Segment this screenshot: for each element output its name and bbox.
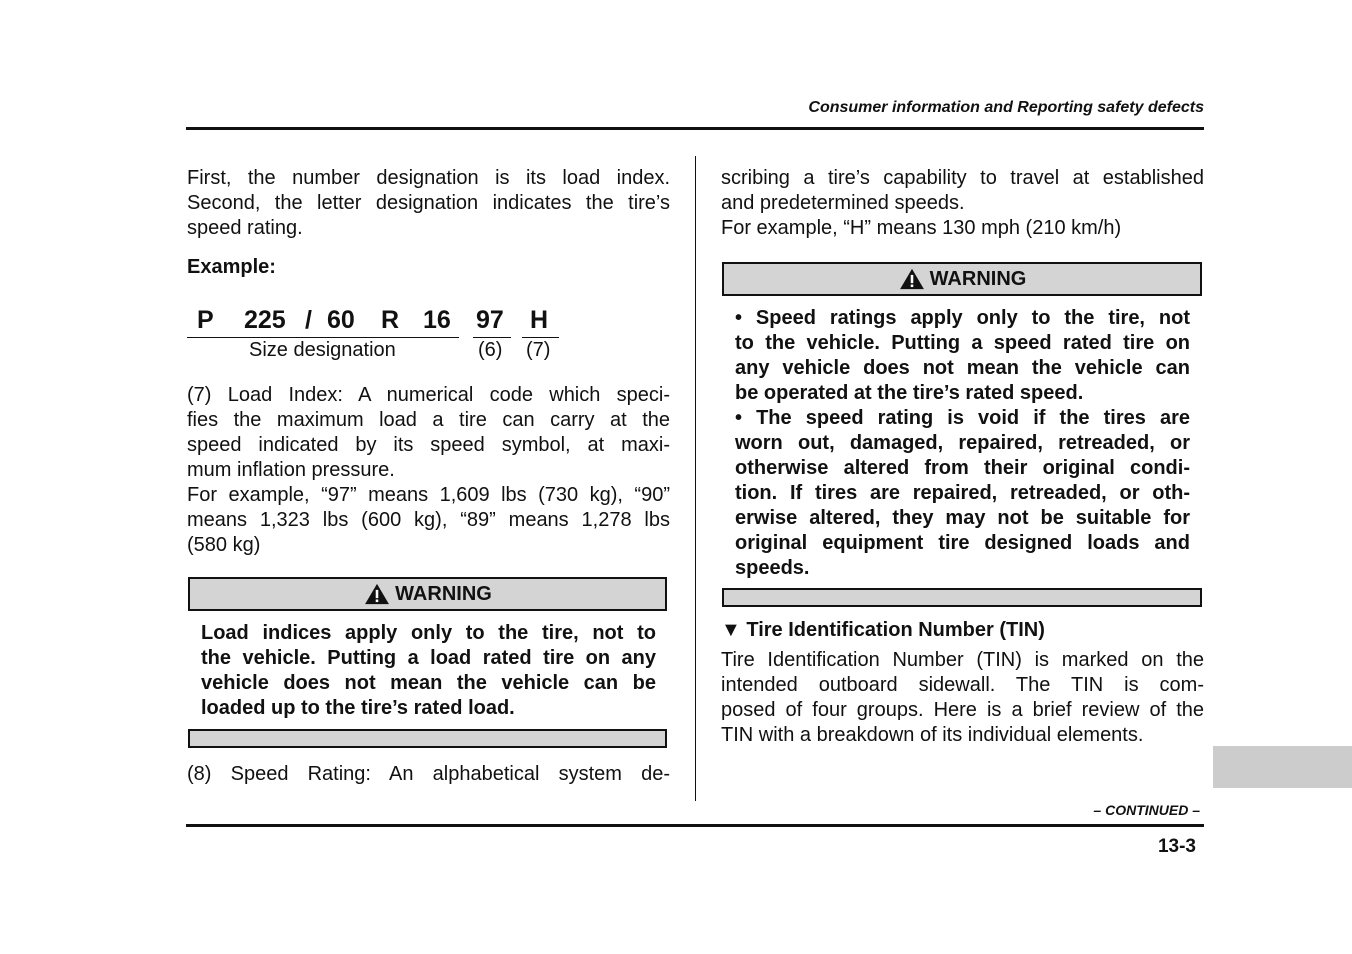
right-intro: scribing a tire’s capability to travel at established and predetermined speeds. For example, “H” means 130 mph (210 km/h) [721,167,1204,239]
size-underline [187,337,459,338]
warning-text-right: • Speed ratings apply only to the tire, not to the vehicle. Putting a speed rated tire on any vehicle does not mean the vehicle can be operated at the tire’s rated speed. • The speed rating is void if the tires are worn out, damaged, repaired, retreaded, or otherwise altered from their original condi- tion. If tires are repaired, retreaded, or oth- erwise altered, they may not be suitable for original equipment tire designed loads and speeds. [735,307,1190,579]
tire-code-labels: Size designation (6) (7) [249,339,551,361]
tire-code: P 225 / 60 R 16 97 H [197,306,549,334]
header-rule [186,127,1204,130]
speed-underline [522,337,559,338]
section-tab [1213,746,1352,788]
warning-footer-right [722,588,1202,607]
speed-rating-paragraph: (8) Speed Rating: An alphabetical system de- [187,763,670,785]
footer-rule [186,824,1204,827]
load-index-paragraph: (7) Load Index: A numerical code which speci- fies the maximum load a tire can carry at the speed indicated by its speed symbol, at maxi- mum inflation pressure. For example, “97” means 1,609 lbs (730 kg), “90” means 1,323 lbs (600 kg), “89” means 1,278 lbs (580 kg) [187,384,670,556]
tin-paragraph: Tire Identification Number (TIN) is marked on the intended outboard sidewall. The TIN is com- posed of four groups. Here is a brief review of the TIN with a breakdown of its individual elements. [721,649,1204,746]
warning-footer-left [188,729,667,748]
column-divider [695,156,696,801]
left-intro: First, the number designation is its load index. Second, the letter designation indicates the tire’s speed rating. [187,167,670,239]
tin-heading: ▼ Tire Identification Number (TIN) [721,619,1045,641]
warning-header-left: WARNING [188,577,667,611]
continued-label: – CONTINUED – [1093,802,1200,818]
warning-header-right: WARNING [722,262,1202,296]
load-underline [473,337,511,338]
warning-triangle-icon [363,583,391,605]
warning-text-left: Load indices apply only to the tire, not to the vehicle. Putting a load rated tire on any vehicle does not mean the vehicle can be loaded up to the tire’s rated load. [201,622,656,719]
warning-triangle-icon [898,268,926,290]
page-number: 13-3 [1157,836,1196,857]
running-header: Consumer information and Reporting safety defects [808,99,1204,116]
example-label: Example: [187,256,276,278]
